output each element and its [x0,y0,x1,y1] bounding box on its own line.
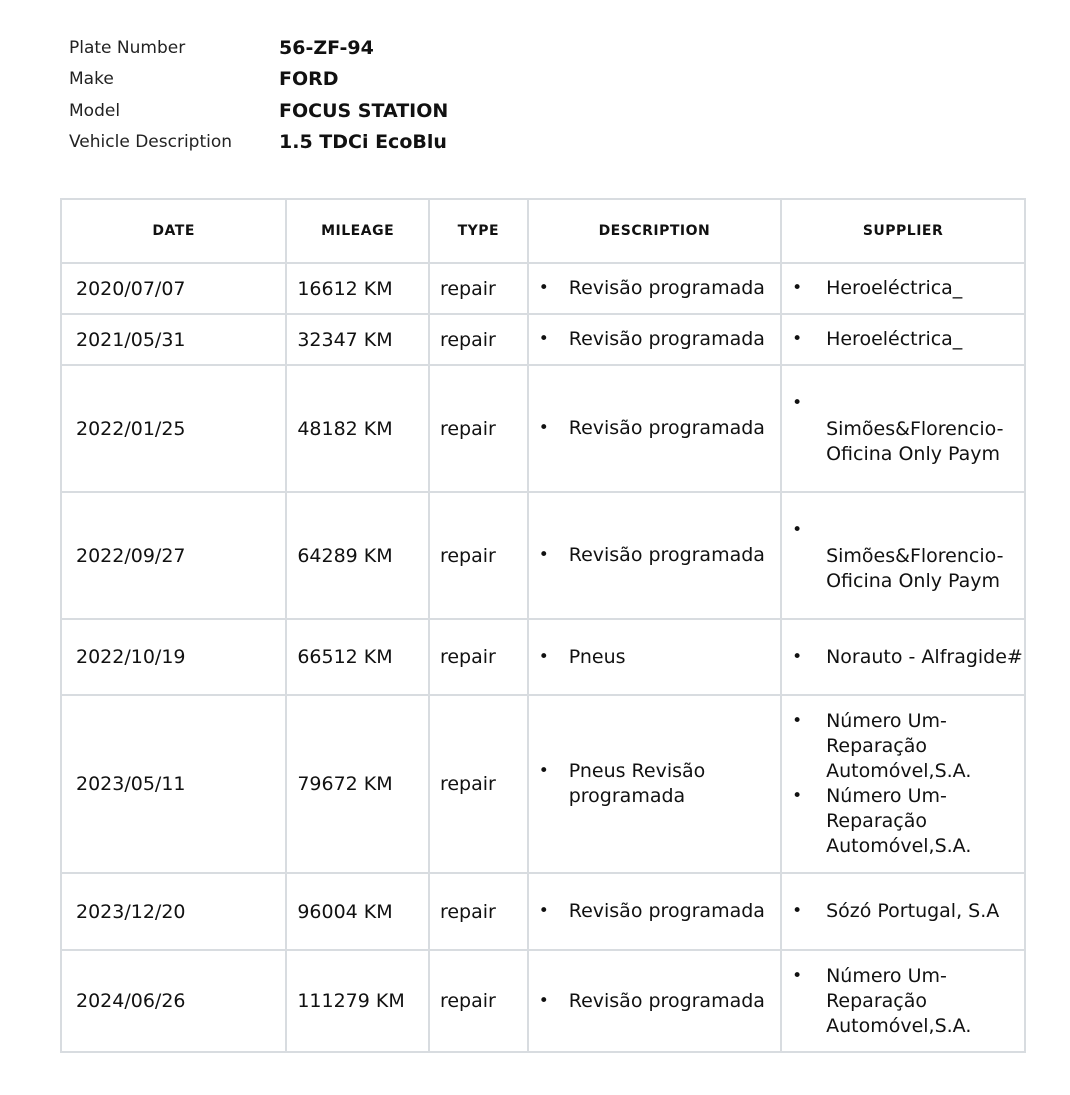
mileage-cell: 48182 KM [286,365,429,492]
description-item: • Revisão programada [539,989,780,1014]
supplier-cell [781,695,1025,873]
description-cell [528,619,781,695]
description-list [539,899,780,924]
description-list [539,989,780,1014]
header-date: DATE [61,199,286,263]
type-cell: repair [429,950,528,1052]
description-item: • Pneus [539,645,780,670]
mileage-cell: 66512 KM [286,619,429,695]
type-cell: repair [429,365,528,492]
mileage-cell: 16612 KM [286,263,429,314]
description-list [539,645,780,670]
type-cell: repair [429,619,528,695]
mileage-cell: 111279 KM [286,950,429,1052]
description-list [539,759,780,809]
supplier-item: • Número Um-Reparação Automóvel,S.A. [792,784,1024,859]
date-cell: 2024/06/26 [61,950,286,1052]
description-item: • Pneus Revisão programada [539,759,780,809]
supplier-list [792,645,1024,670]
table-row [61,873,1025,950]
make-row [69,64,448,96]
supplier-list [792,544,1024,594]
description-item: • Revisão programada [539,543,780,568]
supplier-list [792,417,1024,467]
make-value: FORD [279,68,339,91]
vehicle-description-value: 1.5 TDCi EcoBlu [279,131,447,154]
description-cell [528,950,781,1052]
table-row [61,365,1025,492]
supplier-list [792,899,1024,924]
mileage-cell: 96004 KM [286,873,429,950]
table-row [61,950,1025,1052]
date-cell: 2021/05/31 [61,314,286,365]
plate-value: 56-ZF-94 [279,36,374,59]
supplier-cell [781,492,1025,619]
supplier-cell [781,263,1025,314]
description-cell [528,263,781,314]
header-mileage: MILEAGE [286,199,429,263]
header-description: DESCRIPTION [528,199,781,263]
mileage-cell: 64289 KM [286,492,429,619]
model-label: Model [69,100,121,121]
supplier-item: • Simões&Florencio-Oficina Only Paym [792,417,1024,467]
date-cell: 2022/09/27 [61,492,286,619]
description-list [539,327,780,352]
supplier-item: • Número Um-Reparação Automóvel,S.A. [792,709,1024,784]
description-cell [528,365,781,492]
make-label: Make [69,69,114,90]
vehicle-info [69,32,448,158]
mileage-cell: 32347 KM [286,314,429,365]
table-row [61,695,1025,873]
supplier-list [792,709,1024,859]
mileage-cell: 79672 KM [286,695,429,873]
description-item: • Revisão programada [539,899,780,924]
model-value: FOCUS STATION [279,99,449,122]
supplier-cell [781,619,1025,695]
supplier-cell [781,873,1025,950]
supplier-cell [781,950,1025,1052]
type-cell: repair [429,263,528,314]
supplier-item: • Número Um-Reparação Automóvel,S.A. [792,964,1024,1039]
supplier-item: • Sózó Portugal, S.A [792,899,1024,924]
date-cell: 2022/01/25 [61,365,286,492]
supplier-cell [781,365,1025,492]
supplier-list [792,276,1024,301]
supplier-item: • Simões&Florencio-Oficina Only Paym [792,544,1024,594]
header-type: TYPE [429,199,528,263]
description-row [69,127,448,159]
table-row [61,263,1025,314]
description-list [539,276,780,301]
date-cell: 2022/10/19 [61,619,286,695]
type-cell: repair [429,492,528,619]
description-cell [528,873,781,950]
supplier-cell [781,314,1025,365]
table-header-row [61,199,1025,263]
date-cell: 2023/05/11 [61,695,286,873]
header-supplier: SUPPLIER [781,199,1025,263]
table-row [61,619,1025,695]
supplier-item: • Heroeléctrica_ [792,327,1024,352]
plate-row [69,32,448,64]
type-cell: repair [429,314,528,365]
table-row [61,314,1025,365]
model-row [69,95,448,127]
type-cell: repair [429,695,528,873]
supplier-item: • Heroeléctrica_ [792,276,1024,301]
supplier-list [792,327,1024,352]
description-cell [528,492,781,619]
table-row [61,492,1025,619]
date-cell: 2020/07/07 [61,263,286,314]
service-history-table [60,198,1026,1053]
type-cell: repair [429,873,528,950]
plate-label: Plate Number [69,37,186,58]
vehicle-description-label: Vehicle Description [69,132,233,153]
supplier-list [792,964,1024,1039]
description-cell [528,695,781,873]
description-item: • Revisão programada [539,416,780,441]
description-item: • Revisão programada [539,327,780,352]
description-item: • Revisão programada [539,276,780,301]
description-list [539,416,780,441]
description-cell [528,314,781,365]
supplier-item: • Norauto - Alfragide# [792,645,1024,670]
date-cell: 2023/12/20 [61,873,286,950]
description-list [539,543,780,568]
